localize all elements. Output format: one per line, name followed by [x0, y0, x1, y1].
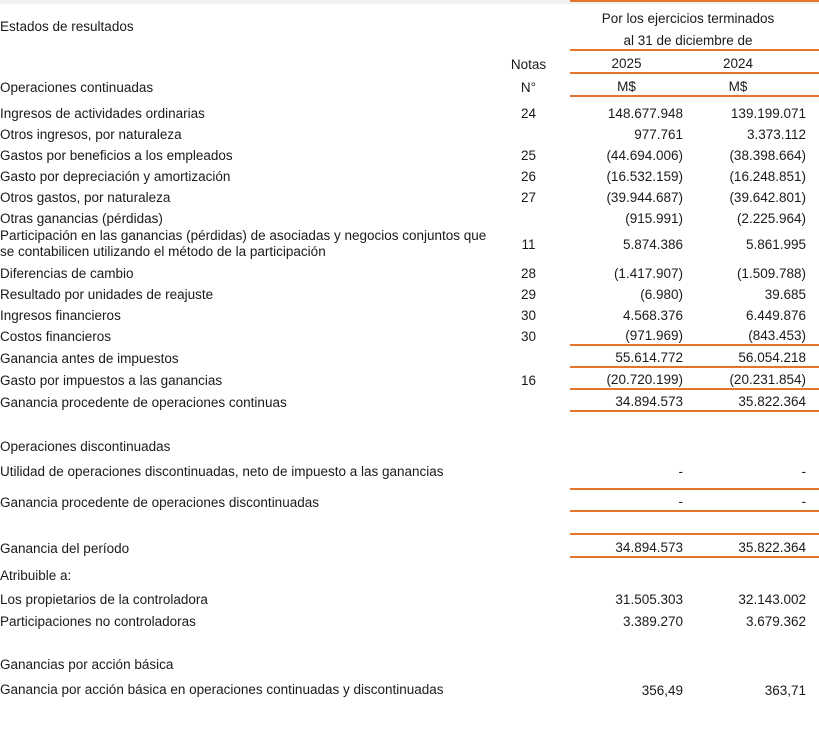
label-blank-header	[0, 51, 487, 73]
column-header-years-row	[0, 51, 819, 73]
column-header-units-row	[0, 74, 819, 96]
row-note: 26	[520, 169, 537, 184]
continuing-total-note	[487, 390, 570, 411]
row-value-2025: (16.532.159)	[606, 169, 683, 184]
row-value-2025: 31.505.303	[615, 592, 683, 607]
table-row	[0, 122, 819, 143]
row-note: 29	[520, 287, 537, 302]
row-note: 11	[521, 236, 536, 252]
continuing-operations-heading: Operaciones continuadas	[0, 80, 154, 95]
section-gap-2	[0, 512, 819, 534]
page-title: Estados de resultados	[0, 18, 134, 34]
unit-2025-header: M$	[617, 79, 636, 94]
pad-cell-4	[806, 74, 819, 96]
row-note: 24	[520, 106, 537, 121]
notes-sub-header: N°	[520, 80, 537, 95]
pad-cell-2	[806, 27, 819, 50]
notes-blank-1	[487, 2, 570, 27]
row-value-2025: 5.874.386	[622, 236, 683, 252]
pad-cell	[806, 584, 819, 608]
total-row-discontinued	[0, 490, 819, 511]
discontinued-total-label: Ganancia procedente de operaciones discontinuadas	[0, 495, 319, 510]
table-row	[0, 282, 819, 303]
row-value-2024: 6.449.876	[745, 308, 806, 323]
discontinued-total-value-2025: -	[678, 494, 683, 509]
pad-cell-3	[806, 51, 819, 73]
notes-blank-disc	[487, 434, 570, 455]
row-label: Resultado por unidades de reajuste	[0, 287, 214, 302]
row-label: Participación en las ganancias (pérdidas) de asociadas y negocios conjuntos que se contabilicen utilizando el método de la participación	[0, 228, 487, 259]
table-row	[0, 261, 819, 282]
row-label: Diferencias de cambio	[0, 266, 134, 281]
row-label: Otros gastos, por naturaleza	[0, 190, 171, 205]
pad-cell	[806, 368, 819, 389]
tax-value-2025: (20.720.199)	[606, 372, 683, 387]
table-row	[0, 206, 819, 227]
row-value-2024: 139.199.071	[730, 106, 806, 121]
period-caption-line-1: Por los ejercicios terminados	[601, 11, 775, 26]
eps-row-value-2024: 363,71	[764, 682, 806, 698]
row-label: Otros ingresos, por naturaleza	[0, 127, 182, 142]
row-note: 27	[520, 190, 537, 205]
row-label: Ingresos de actividades ordinarias	[0, 106, 205, 121]
attributable-label: Atribuible a:	[0, 568, 72, 583]
table-row	[0, 185, 819, 206]
pad-cell	[806, 185, 819, 206]
pad-cell	[806, 563, 819, 584]
discontinued-row-label: Utilidad de operaciones discontinuadas, neto de impuesto a las ganancias	[0, 464, 444, 479]
pad-cell	[806, 652, 819, 673]
row-value-2024: 3.373.112	[746, 127, 806, 142]
val-blank-eps-2	[683, 652, 806, 673]
table-row-discontinued	[0, 455, 819, 489]
row-value-2025: (44.694.006)	[606, 148, 683, 163]
discontinued-operations-heading: Operaciones discontinuadas	[0, 439, 171, 454]
row-note: 30	[520, 329, 537, 344]
pad-cell	[806, 227, 819, 261]
pretax-value-2025: 55.614.772	[615, 350, 683, 365]
row-note	[487, 206, 570, 227]
notes-column-header: Notas	[510, 57, 547, 72]
pad-cell	[806, 324, 819, 345]
val-blank-disc-1	[570, 434, 683, 455]
row-label: Ingresos financieros	[0, 308, 121, 323]
table-row	[0, 584, 819, 608]
table-row	[0, 164, 819, 185]
val-blank-disc-2	[683, 434, 806, 455]
total-row-period	[0, 535, 819, 557]
row-label: Costos financieros	[0, 329, 112, 344]
discontinued-row-value-2025: -	[678, 464, 683, 479]
row-note: 30	[520, 308, 537, 323]
row-value-2024: 32.143.002	[738, 592, 806, 607]
subtotal-row-pretax	[0, 346, 819, 367]
row-value-2024: (38.398.664)	[729, 148, 806, 163]
pad-cell	[806, 122, 819, 143]
continuing-total-value-2025: 34.894.573	[615, 394, 683, 409]
pad-cell	[806, 143, 819, 164]
period-total-value-2025: 34.894.573	[615, 540, 683, 555]
row-value-2025: (39.944.687)	[606, 190, 683, 205]
discontinued-row-value-2024: -	[801, 464, 806, 479]
pad-cell-1	[806, 2, 819, 27]
year-2025-header: 2025	[611, 56, 642, 71]
row-note	[487, 584, 570, 608]
section-gap-1	[0, 412, 819, 434]
val-blank-attr-2	[683, 563, 806, 584]
row-value-2025: 4.568.376	[622, 308, 683, 323]
notes-blank-2	[487, 27, 570, 50]
pretax-value-2024: 56.054.218	[738, 350, 806, 365]
row-value-2024: 5.861.995	[745, 236, 806, 252]
pretax-note	[487, 346, 570, 367]
tax-value-2024: (20.231.854)	[729, 372, 806, 387]
row-value-2025: 3.389.270	[622, 614, 683, 629]
pretax-label: Ganancia antes de impuestos	[0, 351, 179, 366]
row-label: Gasto por depreciación y amortización	[0, 169, 231, 184]
notes-blank-eps	[487, 652, 570, 673]
pad-cell	[806, 455, 819, 489]
eps-row-value-2025: 356,49	[641, 682, 683, 698]
row-value-2025: (915.991)	[625, 211, 683, 226]
row-value-2025: 148.677.948	[607, 106, 683, 121]
table-row	[0, 303, 819, 324]
eps-heading: Ganancias por acción básica	[0, 657, 174, 672]
year-2024-header: 2024	[722, 56, 754, 71]
val-blank-eps-1	[570, 652, 683, 673]
pad-cell	[806, 673, 819, 707]
period-caption-row-1	[0, 2, 819, 27]
section-gap-3	[0, 630, 819, 652]
pad-cell	[806, 261, 819, 282]
row-value-2024: (1.509.788)	[736, 266, 806, 281]
row-note: 25	[520, 148, 537, 163]
row-value-2024: 39.685	[764, 287, 806, 302]
row-label: Gastos por beneficios a los empleados	[0, 148, 233, 163]
period-total-note	[487, 535, 570, 557]
total-row-continuing	[0, 390, 819, 411]
pad-cell	[806, 346, 819, 367]
period-total-value-2024: 35.822.364	[738, 540, 806, 555]
pad-cell	[806, 490, 819, 511]
pad-cell	[806, 164, 819, 185]
eps-row-note	[487, 673, 570, 707]
row-value-2025: (1.417.907)	[613, 266, 683, 281]
unit-2024-header: M$	[728, 79, 748, 94]
tax-note: 16	[520, 373, 537, 388]
period-total-label: Ganancia del período	[0, 541, 130, 556]
period-caption-line-2: al 31 de diciembre de	[623, 33, 753, 48]
row-value-2024: (2.225.964)	[736, 211, 806, 226]
continuing-total-label: Ganancia procedente de operaciones continuas	[0, 395, 287, 410]
discontinued-heading-row	[0, 434, 819, 455]
table-row	[0, 227, 819, 261]
pad-cell	[806, 282, 819, 303]
pad-cell	[806, 206, 819, 227]
discontinued-total-note	[487, 490, 570, 511]
eps-heading-row	[0, 652, 819, 673]
row-value-2024: (843.453)	[748, 328, 806, 343]
row-value-2025: (971.969)	[625, 328, 683, 343]
row-note	[487, 608, 570, 630]
tax-label: Gasto por impuestos a las ganancias	[0, 373, 223, 388]
discontinued-row-note	[487, 455, 570, 489]
val-blank-attr-1	[570, 563, 683, 584]
row-note	[487, 122, 570, 143]
table-row	[0, 608, 819, 630]
row-label: Los propietarios de la controladora	[0, 592, 208, 607]
pad-cell	[806, 101, 819, 122]
table-row-eps	[0, 673, 819, 707]
table-row-tax	[0, 368, 819, 389]
continuing-total-value-2024: 35.822.364	[738, 394, 806, 409]
pad-cell	[806, 390, 819, 411]
row-value-2024: (16.248.851)	[729, 169, 806, 184]
row-value-2024: 3.679.362	[745, 614, 806, 629]
pad-cell	[806, 535, 819, 557]
row-value-2024: (39.642.801)	[729, 190, 806, 205]
notes-blank-attr	[487, 563, 570, 584]
eps-row-label: Ganancia por acción básica en operaciones continuadas y discontinuadas	[0, 682, 444, 697]
table-row	[0, 101, 819, 122]
table-row	[0, 143, 819, 164]
row-value-2025: 977.761	[634, 127, 683, 142]
row-value-2025: (6.980)	[640, 287, 683, 302]
row-label: Otras ganancias (pérdidas)	[0, 211, 163, 226]
pad-cell	[806, 608, 819, 630]
pad-cell	[806, 434, 819, 455]
attributable-label-row	[0, 563, 819, 584]
row-label: Participaciones no controladoras	[0, 614, 196, 629]
row-note: 28	[520, 266, 537, 281]
pad-cell	[806, 303, 819, 324]
discontinued-total-value-2024: -	[801, 494, 806, 509]
table-row	[0, 324, 819, 345]
